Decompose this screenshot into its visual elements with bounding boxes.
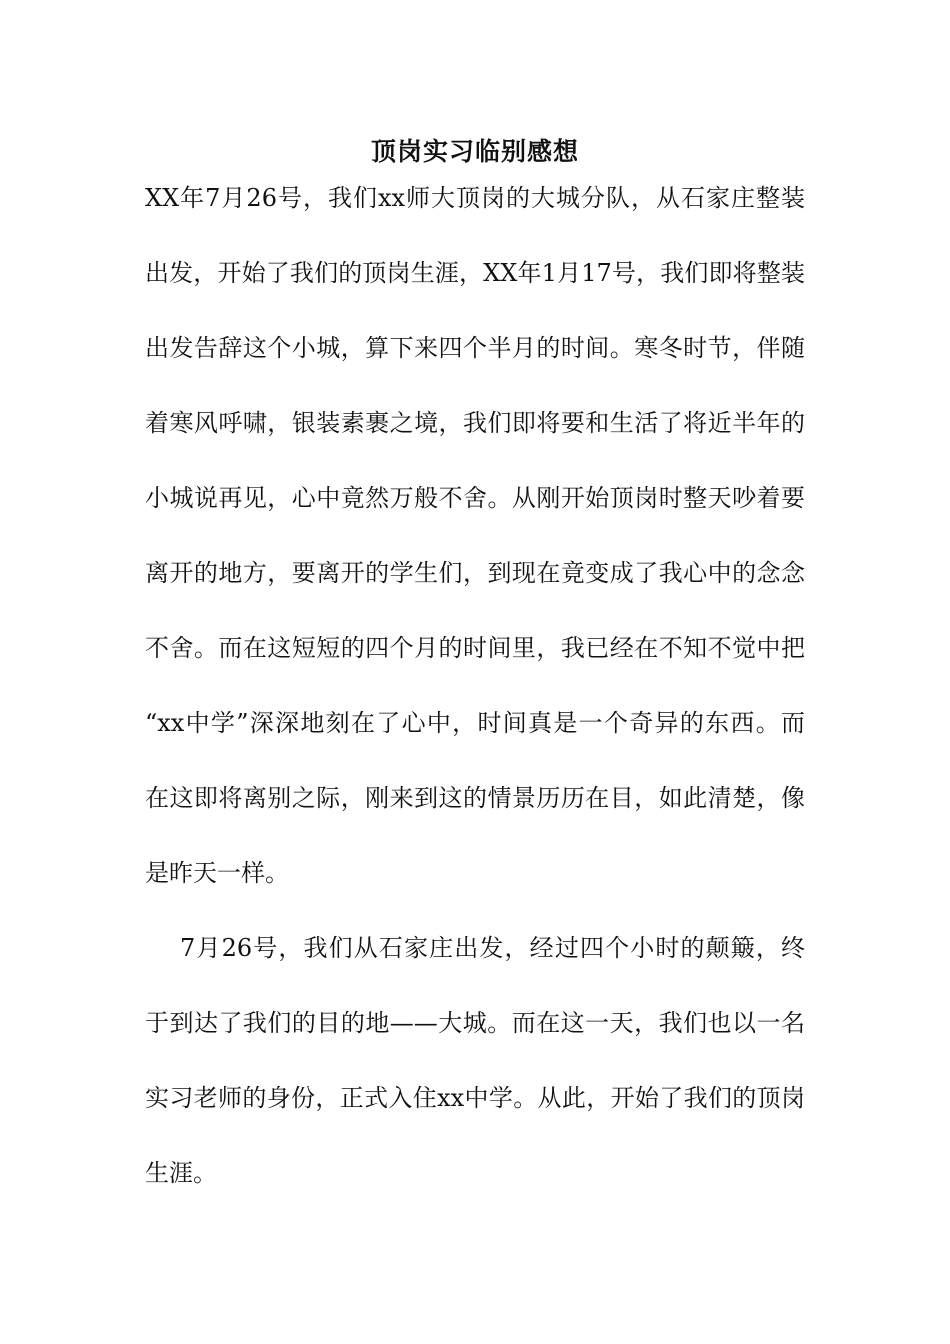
paragraph-2-line-1: 7月26号，我们从石家庄出发，经过四个小时的颠簸，终 (145, 934, 805, 962)
paragraph-1-line-3: 出发告辞这个小城，算下来四个半月的时间。寒冬时节，伴随 (145, 334, 805, 362)
paragraph-1-line-1: XX年7月26号，我们xx师大顶岗的大城分队，从石家庄整装 (145, 184, 805, 212)
paragraph-1-line-7: 不舍。而在这短短的四个月的时间里，我已经在不知不觉中把 (145, 634, 805, 662)
paragraph-1-line-9: 在这即将离别之际，刚来到这的情景历历在目，如此清楚，像 (145, 784, 805, 812)
paragraph-1-line-4: 着寒风呼啸，银装素裹之境，我们即将要和生活了将近半年的 (145, 409, 805, 437)
paragraph-1-line-10: 是昨天一样。 (145, 859, 289, 887)
document-title: 顶岗实习临别感想 (370, 137, 579, 166)
paragraph-2-line-2: 于到达了我们的目的地——大城。而在这一天，我们也以一名 (145, 1009, 805, 1037)
paragraph-1-line-8: “xx中学”深深地刻在了心中，时间真是一个奇异的东西。而 (145, 709, 805, 737)
paragraph-2-line-4: 生涯。 (145, 1159, 217, 1187)
paragraph-1-line-5: 小城说再见，心中竟然万般不舍。从刚开始顶岗时整天吵着要 (145, 484, 805, 512)
paragraph-1-line-2: 出发，开始了我们的顶岗生涯，XX年1月17号，我们即将整装 (145, 259, 805, 287)
paragraph-2-line-3: 实习老师的身份，正式入住xx中学。从此，开始了我们的顶岗 (145, 1084, 805, 1112)
paragraph-1-line-6: 离开的地方，要离开的学生们，到现在竟变成了我心中的念念 (145, 559, 805, 587)
